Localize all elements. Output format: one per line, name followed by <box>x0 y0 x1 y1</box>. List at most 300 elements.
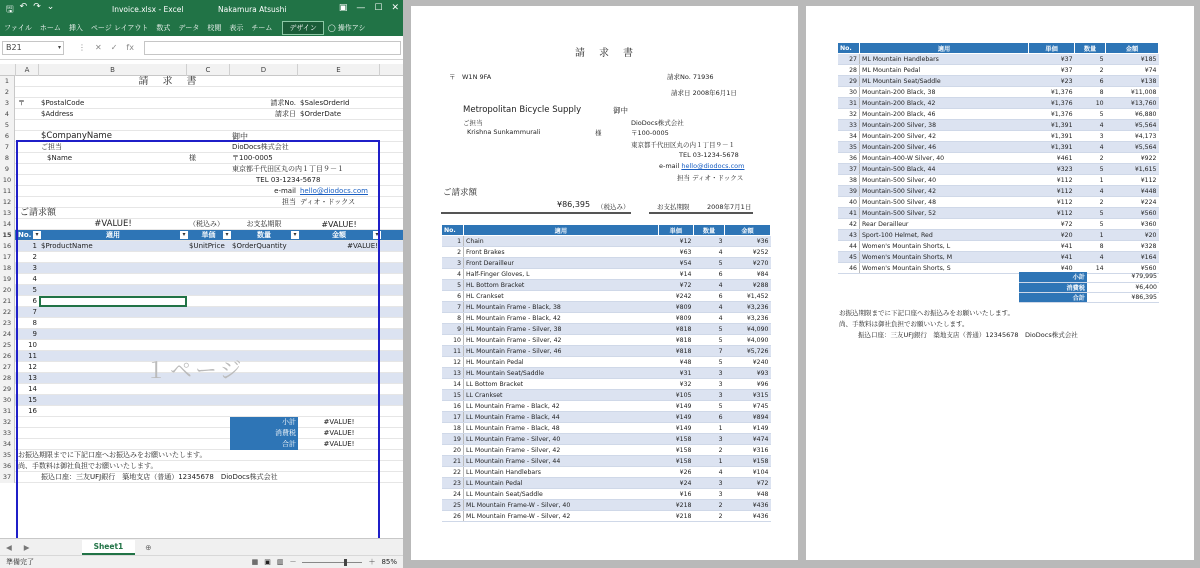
tab-next-icon[interactable]: ▶ <box>23 542 30 552</box>
table-cell: 3 <box>1075 131 1106 142</box>
table-cell: 3 <box>693 478 724 489</box>
table-cell: 26 <box>442 511 464 522</box>
table-cell: 3 <box>693 368 724 379</box>
redo-icon[interactable]: ↷ <box>33 2 41 12</box>
sheet-row <box>0 120 403 131</box>
table-cell: ¥24 <box>658 478 693 489</box>
more-icon: ⋮ <box>78 43 86 52</box>
tell-me[interactable] <box>328 23 366 33</box>
table-cell: 1 <box>693 456 724 467</box>
table-cell: 5 <box>1075 219 1106 230</box>
vendor-email <box>659 162 745 170</box>
contact-label: ご担当 <box>463 119 483 127</box>
column-header-b[interactable]: B <box>39 64 187 76</box>
table-cell: 6 <box>442 291 464 302</box>
row-number[interactable]: 17 <box>0 252 15 263</box>
table-cell: ¥26 <box>658 467 693 478</box>
table-cell: ¥818 <box>658 335 693 346</box>
table-cell: 4 <box>1075 186 1106 197</box>
tab-prev-icon[interactable]: ◀ <box>6 542 12 552</box>
table-cell: 15 <box>442 390 464 401</box>
row-number[interactable]: 37 <box>0 472 15 483</box>
zoom-level[interactable]: 85% <box>381 558 397 566</box>
sheet-row <box>0 395 403 406</box>
line-number-cell[interactable]: 16 <box>28 407 37 415</box>
table-cell: ¥158 <box>658 434 693 445</box>
table-cell: 17 <box>442 412 464 423</box>
table-row <box>442 247 771 258</box>
note-2-cell[interactable]: 尚、手数料は御社負担でお願いいたします。 <box>18 462 158 470</box>
table-cell: ¥436 <box>725 500 771 511</box>
filter-price-dropdown-icon[interactable]: ▾ <box>223 231 231 239</box>
invoice-date-label[interactable]: 請求日 <box>275 110 296 118</box>
postal-code-cell[interactable]: $PostalCode <box>41 99 85 107</box>
sheet-tab-sheet1[interactable]: Sheet1 <box>82 540 136 555</box>
table-cell: ¥6,880 <box>1106 109 1159 120</box>
table-cell: ¥448 <box>1106 186 1159 197</box>
table-cell: ¥149 <box>725 423 771 434</box>
select-all-corner[interactable] <box>0 64 16 76</box>
row-number[interactable]: 26 <box>0 351 15 362</box>
contact-label-cell[interactable]: ご担当 <box>41 143 62 151</box>
table-row <box>442 511 771 522</box>
table-cell: ¥158 <box>658 456 693 467</box>
subtotal-label-cell[interactable]: 小計 <box>230 417 298 428</box>
table-cell: ¥242 <box>658 291 693 302</box>
tell-me-label: 操作アシ <box>337 24 366 32</box>
normal-view-icon[interactable]: ▦ <box>251 558 259 566</box>
line-number-cell[interactable]: 8 <box>32 319 37 327</box>
billing-amount-label: ご請求額 <box>443 188 478 198</box>
row-number[interactable]: 19 <box>0 274 15 285</box>
chevron-down-icon[interactable]: ▾ <box>57 43 61 51</box>
header-qty-cell[interactable]: 数量 <box>257 231 271 239</box>
line-number-cell[interactable]: 15 <box>28 396 37 404</box>
table-cell: ML Mountain Handlebars <box>860 54 1029 65</box>
filter-no-dropdown-icon[interactable]: ▾ <box>33 231 41 239</box>
table-cell: ¥3,236 <box>725 313 771 324</box>
table-cell: ¥185 <box>1106 54 1159 65</box>
minimize-button[interactable]: — <box>356 3 366 13</box>
order-qty-cell[interactable]: $OrderQuantity <box>232 242 287 250</box>
filter-amount-dropdown-icon[interactable]: ▾ <box>373 231 381 239</box>
header-amount-cell[interactable]: 金額 <box>332 231 346 239</box>
row-number[interactable]: 11 <box>0 186 15 197</box>
row-number[interactable]: 9 <box>0 164 15 175</box>
row-number[interactable]: 21 <box>0 296 15 307</box>
page-break-view-icon[interactable]: ▥ <box>276 558 284 566</box>
name-cell[interactable]: $Name <box>47 154 73 162</box>
active-cell-selection[interactable] <box>39 296 187 307</box>
column-header-c[interactable]: C <box>187 64 230 76</box>
company-name-cell[interactable]: $CompanyName <box>41 131 112 141</box>
row-number[interactable]: 33 <box>0 428 15 439</box>
table-cell: 31 <box>838 98 860 109</box>
table-cell: ¥1,376 <box>1029 87 1075 98</box>
postal-mark[interactable]: 〒 <box>18 99 25 107</box>
tel-cell[interactable]: TEL 03-1234-5678 <box>256 176 321 184</box>
save-icon[interactable]: 🖫 <box>6 5 14 15</box>
row-number[interactable]: 5 <box>0 120 15 131</box>
sheet-row <box>0 241 403 252</box>
table-cell: 3 <box>693 434 724 445</box>
postal-code: 〒 W1N 9FA <box>449 73 492 81</box>
sheet-row <box>0 175 403 186</box>
row-number[interactable]: 14 <box>0 219 15 230</box>
line-number-cell[interactable]: 7 <box>32 308 37 316</box>
table-cell: ¥16 <box>658 489 693 500</box>
row-number[interactable]: 25 <box>0 340 15 351</box>
table-cell: ¥37 <box>1029 65 1075 76</box>
charge-label-cell[interactable]: 担当 <box>282 198 296 206</box>
table-row <box>442 324 771 335</box>
row-number[interactable]: 31 <box>0 406 15 417</box>
tab-home[interactable]: ホーム <box>39 24 61 32</box>
tab-team[interactable]: チーム <box>251 24 273 32</box>
row-number[interactable]: 7 <box>0 142 15 153</box>
total-label-cell[interactable]: 合計 <box>230 439 298 450</box>
header-desc-cell[interactable]: 適用 <box>106 231 120 239</box>
table-cell: Women's Mountain Shorts, L <box>860 241 1029 252</box>
table-cell: Women's Mountain Shorts, M <box>860 252 1029 263</box>
tab-view[interactable]: 表示 <box>229 24 244 32</box>
sheet-row <box>0 428 403 439</box>
table-row <box>442 269 771 280</box>
tab-formulas[interactable]: 数式 <box>156 24 171 32</box>
tax-label-cell[interactable]: 消費税 <box>230 428 298 439</box>
table-cell: Mountain-200 Silver, 42 <box>860 131 1029 142</box>
table-cell: 4 <box>693 467 724 478</box>
row-number[interactable]: 28 <box>0 373 15 384</box>
table-cell: LL Mountain Handlebars <box>464 467 659 478</box>
table-cell: ¥112 <box>1106 175 1159 186</box>
tax-included-cell[interactable]: （税込み） <box>189 220 224 228</box>
row-number[interactable]: 23 <box>0 318 15 329</box>
onchu-cell[interactable]: 御中 <box>232 132 248 141</box>
row-number[interactable]: 2 <box>0 87 15 98</box>
status-ready: 準備完了 <box>6 558 34 566</box>
table-cell: ¥461 <box>1029 153 1075 164</box>
table-cell: ¥12 <box>658 236 693 247</box>
row-number[interactable]: 15 <box>0 230 15 241</box>
note-1-cell[interactable]: お振込期限までに下記口座へお振込みをお願いいたします。 <box>18 451 207 459</box>
table-cell: ¥224 <box>1106 197 1159 208</box>
row-number[interactable]: 22 <box>0 307 15 318</box>
table-row <box>442 280 771 291</box>
row-number[interactable]: 29 <box>0 384 15 395</box>
table-cell: 27 <box>838 54 860 65</box>
table-cell: ¥894 <box>725 412 771 423</box>
table-cell: 38 <box>838 175 860 186</box>
line-number-cell[interactable]: 11 <box>28 352 37 360</box>
filter-desc-dropdown-icon[interactable]: ▾ <box>180 231 188 239</box>
table-cell: 3 <box>693 489 724 500</box>
table-row <box>838 109 1159 120</box>
tab-data[interactable]: データ <box>178 24 200 32</box>
row-number[interactable]: 32 <box>0 417 15 428</box>
row-number[interactable]: 3 <box>0 98 15 109</box>
table-row <box>838 98 1159 109</box>
column-header-a[interactable]: A <box>16 64 39 76</box>
table-row <box>442 390 771 401</box>
total-value-cell[interactable]: #VALUE! <box>323 440 355 448</box>
formula-input[interactable] <box>144 41 401 55</box>
tab-file[interactable]: ファイル <box>4 24 32 32</box>
table-cell: 37 <box>838 164 860 175</box>
zoom-slider[interactable] <box>302 562 362 563</box>
table-cell: 4 <box>1075 252 1106 263</box>
table-cell: 6 <box>693 269 724 280</box>
due-label-cell[interactable]: お支払期限 <box>246 220 282 228</box>
table-cell: ¥105 <box>658 390 693 401</box>
table-row <box>442 478 771 489</box>
table-cell: LL Mountain Frame - Black, 42 <box>464 401 659 412</box>
row-number[interactable]: 36 <box>0 461 15 472</box>
email-label-cell[interactable]: e-mail <box>274 187 296 195</box>
table-row <box>442 236 771 247</box>
table-cell: ¥922 <box>1106 153 1159 164</box>
row-number[interactable]: 12 <box>0 197 15 208</box>
address-cell[interactable]: $Address <box>41 110 74 118</box>
table-cell: 4 <box>1075 120 1106 131</box>
add-sheet-icon[interactable]: ⊕ <box>145 542 152 552</box>
insert-function-icon[interactable]: fx <box>126 43 134 52</box>
sheet-row <box>0 307 403 318</box>
table-cell: 11 <box>442 346 464 357</box>
tab-page-layout[interactable]: ページ レイアウト <box>90 24 149 32</box>
table-cell: 7 <box>693 346 724 357</box>
table-cell: ¥48 <box>658 357 693 368</box>
table-cell: 1 <box>1075 230 1106 241</box>
billing-amount-cell[interactable]: #VALUE! <box>94 219 132 229</box>
column-header-e[interactable]: E <box>298 64 380 76</box>
line-number-cell[interactable]: 3 <box>32 264 37 272</box>
cancel-icon[interactable]: ✕ <box>95 43 102 52</box>
line-number-cell[interactable]: 9 <box>32 330 37 338</box>
table-cell: HL Mountain Pedal <box>464 357 659 368</box>
sales-order-id-cell[interactable]: $SalesOrderId <box>300 99 350 107</box>
table-cell: ¥40 <box>1029 263 1075 274</box>
billing-amount-label-cell[interactable]: ご請求額 <box>20 208 57 218</box>
sheet-invoice-title[interactable]: 請 求 書 <box>138 76 199 87</box>
table-row <box>442 379 771 390</box>
row-number[interactable]: 24 <box>0 329 15 340</box>
vendor-address: 東京都千代田区丸の内１丁目９－１ <box>631 141 735 149</box>
subtotal-row <box>1019 272 1159 282</box>
vendor-zip: 〒100-0005 <box>631 129 669 137</box>
enter-icon[interactable]: ✓ <box>110 43 118 52</box>
line-number-cell[interactable]: 10 <box>28 341 37 349</box>
ribbon-tabs <box>0 20 403 36</box>
line-number-cell[interactable]: 2 <box>32 253 37 261</box>
row-number[interactable]: 4 <box>0 109 15 120</box>
close-button[interactable]: ✕ <box>391 3 399 13</box>
table-cell: Mountain-500 Silver, 40 <box>860 175 1029 186</box>
tax-value-cell[interactable]: #VALUE! <box>323 429 355 437</box>
table-row <box>442 258 771 269</box>
table-cell: 45 <box>838 252 860 263</box>
ribbon-display-icon[interactable]: ▣ <box>338 3 348 13</box>
table-cell: 6 <box>1075 76 1106 87</box>
table-cell: ¥149 <box>658 423 693 434</box>
row-number[interactable]: 1 <box>0 76 15 87</box>
filter-qty-dropdown-icon[interactable]: ▾ <box>291 231 299 239</box>
table-cell: 20 <box>442 445 464 456</box>
table-header-cell: 金額 <box>725 225 771 236</box>
user-name[interactable]: Nakamura Atsushi <box>218 5 287 14</box>
table-cell: 22 <box>442 467 464 478</box>
row-number[interactable]: 20 <box>0 285 15 296</box>
sama-cell[interactable]: 様 <box>189 154 196 162</box>
page-layout-view-icon[interactable]: ▣ <box>264 558 271 566</box>
sheet-row <box>0 76 403 87</box>
address-vendor-cell[interactable]: 東京都千代田区丸の内１丁目９－１ <box>232 165 344 173</box>
table-cell: ¥37 <box>1029 54 1075 65</box>
table-cell: ¥138 <box>1106 76 1159 87</box>
table-cell: Front Derailleur <box>464 258 659 269</box>
billing-amount: ¥86,395 <box>557 200 591 209</box>
sheet-row <box>0 98 403 109</box>
table-cell: ¥252 <box>725 247 771 258</box>
zoom-out-icon[interactable]: － <box>289 558 297 566</box>
table-cell: ¥4,090 <box>725 335 771 346</box>
table-cell: 36 <box>838 153 860 164</box>
table-cell: ¥84 <box>725 269 771 280</box>
table-cell: 4 <box>442 269 464 280</box>
row-number[interactable]: 30 <box>0 395 15 406</box>
table-cell: 1 <box>1075 175 1106 186</box>
table-cell: Mountain-200 Silver, 38 <box>860 120 1029 131</box>
table-cell: 18 <box>442 423 464 434</box>
column-header-d[interactable]: D <box>230 64 298 76</box>
table-cell: ¥20 <box>1029 230 1075 241</box>
row-number[interactable]: 18 <box>0 263 15 274</box>
line-number-cell[interactable]: 4 <box>32 275 37 283</box>
worksheet-grid[interactable] <box>0 64 403 538</box>
table-cell: 2 <box>1075 197 1106 208</box>
row-number[interactable]: 34 <box>0 439 15 450</box>
amount-cell[interactable]: #VALUE! <box>347 242 378 250</box>
table-row <box>838 153 1159 164</box>
order-date-cell[interactable]: $OrderDate <box>300 110 342 118</box>
table-cell: 10 <box>442 335 464 346</box>
qat-more-icon[interactable]: ⌄ <box>46 2 55 12</box>
table-cell: ¥93 <box>725 368 771 379</box>
table-cell: ML Mountain Pedal <box>860 65 1029 76</box>
table-cell: 8 <box>442 313 464 324</box>
due-cell[interactable]: #VALUE! <box>321 220 357 229</box>
header-no-cell[interactable]: No. <box>18 231 32 239</box>
table-cell: ¥112 <box>1029 186 1075 197</box>
sheet-row <box>0 439 403 450</box>
sheet-row <box>0 274 403 285</box>
row-number[interactable]: 8 <box>0 153 15 164</box>
tab-insert[interactable]: 挿入 <box>68 24 83 32</box>
table-cell: HL Mountain Frame - Silver, 46 <box>464 346 659 357</box>
table-cell: Sport-100 Helmet, Red <box>860 230 1029 241</box>
row-number[interactable]: 35 <box>0 450 15 461</box>
table-cell: 2 <box>442 247 464 258</box>
amount-underline <box>441 212 631 214</box>
line-number-cell[interactable]: 13 <box>28 374 37 382</box>
row-number[interactable]: 6 <box>0 131 15 142</box>
invoice-no-label[interactable]: 請求No. <box>270 99 296 107</box>
charge-cell[interactable]: ディオ・ドックス <box>300 198 356 206</box>
header-price-cell[interactable]: 単価 <box>201 231 216 239</box>
table-cell: ¥809 <box>658 313 693 324</box>
zoom-in-icon[interactable]: ＋ <box>368 558 376 566</box>
email-cell[interactable]: hello@diodocs.com <box>300 187 368 195</box>
table-cell: 2 <box>1075 65 1106 76</box>
invoice-number: 請求No. 71936 <box>667 73 714 81</box>
line-number-cell[interactable]: 5 <box>32 286 37 294</box>
line-number-cell[interactable]: 1 <box>32 242 37 250</box>
table-cell: ¥745 <box>725 401 771 412</box>
tab-design[interactable]: デザイン <box>282 21 324 35</box>
undo-icon[interactable]: ↶ <box>19 2 28 12</box>
table-cell: ¥218 <box>658 500 693 511</box>
table-cell: 44 <box>838 241 860 252</box>
table-cell: ¥560 <box>1106 263 1159 274</box>
line-number-cell[interactable]: 12 <box>28 363 37 371</box>
zoom-slider-thumb[interactable] <box>344 559 347 566</box>
zip-cell[interactable]: 〒100-0005 <box>232 154 273 162</box>
print-preview-page-1 <box>411 6 798 560</box>
table-header-cell: 単価 <box>658 225 693 236</box>
unit-price-cell[interactable]: $UnitPrice <box>189 242 225 250</box>
note-3-cell[interactable]: 振込口座：三友UFJ銀行 築地支店（普通）12345678 DioDocs株式会社 <box>41 473 278 481</box>
table-cell: 5 <box>1075 109 1106 120</box>
table-cell: ¥1,376 <box>1029 109 1075 120</box>
table-cell: ¥72 <box>725 478 771 489</box>
table-cell: 5 <box>693 401 724 412</box>
table-cell: ML Mountain Frame-W - Silver, 42 <box>464 511 659 522</box>
tab-review[interactable]: 校閲 <box>207 24 222 32</box>
table-cell: Mountain-500 Silver, 42 <box>860 186 1029 197</box>
vendor-cell[interactable]: DioDocs株式会社 <box>232 143 289 151</box>
name-box[interactable] <box>2 41 64 55</box>
line-number-cell[interactable]: 6 <box>32 297 37 305</box>
sheet-row <box>0 153 403 164</box>
row-number[interactable]: 27 <box>0 362 15 373</box>
row-number[interactable]: 16 <box>0 241 15 252</box>
table-cell: ML Mountain Frame-W - Silver, 40 <box>464 500 659 511</box>
table-cell: LL Crankset <box>464 390 659 401</box>
table-cell: 3 <box>693 379 724 390</box>
table-cell: ¥474 <box>725 434 771 445</box>
table-cell: Mountain-200 Black, 46 <box>860 109 1029 120</box>
table-cell: 6 <box>693 291 724 302</box>
table-cell: HL Bottom Bracket <box>464 280 659 291</box>
table-cell: ¥1,615 <box>1106 164 1159 175</box>
sheet-row <box>0 340 403 351</box>
row-number[interactable]: 10 <box>0 175 15 186</box>
subtotal-value-cell[interactable]: #VALUE! <box>323 418 355 426</box>
table-cell: ¥54 <box>658 258 693 269</box>
maximize-button[interactable]: ☐ <box>374 3 383 13</box>
table-cell: 35 <box>838 142 860 153</box>
table-cell: 2 <box>693 511 724 522</box>
table-header-row <box>838 43 1159 54</box>
row-number[interactable]: 13 <box>0 208 15 219</box>
email-link[interactable]: hello@diodocs.com <box>681 162 745 170</box>
table-cell: 14 <box>1075 263 1106 274</box>
table-header-cell: No. <box>442 225 464 236</box>
line-number-cell[interactable]: 14 <box>28 385 37 393</box>
table-cell: HL Crankset <box>464 291 659 302</box>
vendor-charge: 担当 ディオ・ドックス <box>677 174 744 182</box>
product-name-cell[interactable]: $ProductName <box>41 242 93 250</box>
